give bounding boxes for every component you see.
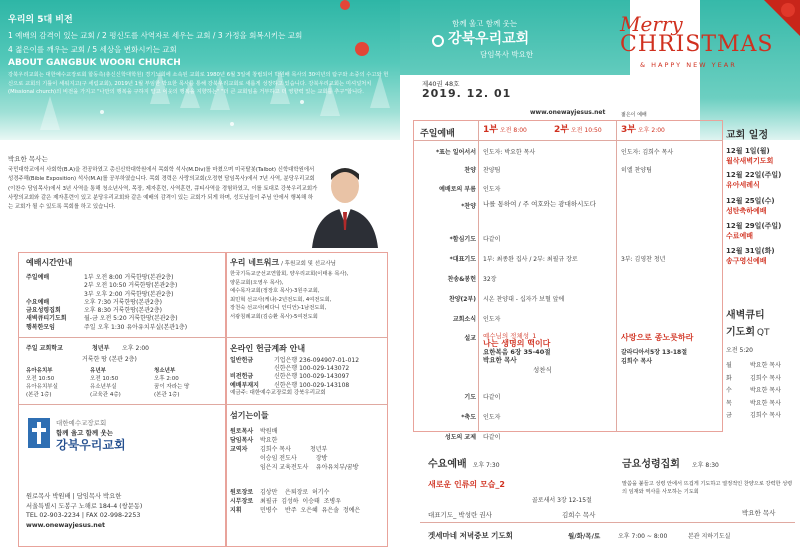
about-text: 강북우리교회는 대한예수교장로회 합동측(총신신학대학원) 경기노회에 소속된 교회로 1980년 6월 3일에 창립되어 박원배 목사의 30여년의 탐구와 소중의 수고와 헌신으로 교회의 기틀이 세워지고(구 세림교회), 2019년 1월 부임한 박요한 목사를 통해 강북우리교회로 새롭게 성장하고 있습니다. 강북우리교회는 미셔널처치(Missional church)의 비전을 가지고 "나만의 행복을 구하지 말고 이웃의 행복을 지향하는" "더 큰 교회임을 거부하고 더 영향력 있는 교회를 추구"합니다. — [8, 72, 389, 95]
friday-header — [622, 455, 719, 470]
qt-leader: 박요한 목사 — [750, 362, 781, 369]
denomination: 대한예수교장로회 — [56, 419, 107, 427]
service-1-header — [483, 122, 527, 135]
youth-sermon-passage: 갈라디아서5장 13-18절 — [621, 348, 688, 356]
qt-day: 금 — [726, 412, 732, 419]
dept-floor: (본관 1층) — [26, 392, 52, 398]
schedule-title: 교회 일정 — [726, 130, 769, 141]
servant-role — [230, 453, 260, 462]
offering-account: 신한은행 100-029-143097 — [274, 373, 350, 381]
table-row — [413, 382, 723, 401]
service-3-label: 3부 — [621, 125, 636, 135]
servant-role: 시무장로 — [230, 498, 254, 505]
dept-item — [26, 366, 84, 398]
schedule-event: 월삭새벽기도회 — [726, 157, 774, 165]
row-value: 인도자 — [483, 316, 501, 323]
row-value: 인도자 — [483, 414, 501, 421]
ornament-ball — [340, 0, 350, 10]
qt-suffix: QT — [756, 328, 770, 338]
logo-slogan: 함께 울고 함께 웃는 — [56, 429, 114, 437]
dept-name: 청소년부 — [154, 368, 176, 374]
network-subtitle: / 후원교회 및 선교사님 — [281, 261, 336, 267]
row-label: *함심기도 — [449, 236, 476, 243]
row-value: 찬양팀 — [483, 167, 501, 174]
wednesday-time: 오후 7:30 — [472, 462, 500, 469]
row-label: *찬양 — [461, 203, 476, 210]
servant-name: 김희수 목사 청년부 — [260, 446, 328, 453]
dept-place: 유아유치부실 — [26, 384, 58, 390]
gethsemane-days: 월/화/목/토 — [568, 532, 601, 540]
divider — [420, 522, 795, 523]
servant-name: 박요한 — [260, 437, 278, 444]
merry-text: Merry — [620, 12, 683, 36]
sunday-school — [26, 343, 221, 363]
offering-holder: 예금주: 대한예수교장로회 강북우리교회 — [230, 389, 326, 396]
divider — [226, 404, 388, 405]
pastor-bio-text: 국민대학교에서 사회학(B.A)을 전공하였고 총신신학대학원에서 목회학 석사(M.Div)를 마쳤으며 미국탈봇(Talbot) 신학대학원에서 성경주해(Bible Exposition) 석사(M.A)를 공부하였습니다. 목회 경력은 사랑의교회(오정현 담임목사)에서 7년 사역, 분당우리교회(이찬수 담임목사)에서 3년 사역을 통해 청소년사역, 목장, 제자훈련, 사역훈련, 큐티사역을 경험하였고, 이를 토대로 강북우리교회가 사랑의교회와 같은 제자훈련이 있고 분당우리교회와 같은 예배의 감격이 있는 교회가 되게 하며, 성도님들이 주님 안에서 행복해 하는 교회가 될 수 있도록 목회를 하고 있습니다. — [8, 167, 318, 211]
qt-day: 목 — [726, 399, 732, 407]
table-row — [413, 322, 723, 382]
row-value: 32장 — [483, 276, 497, 283]
servant-name: 김상만 은퇴장로 허기수 — [260, 489, 330, 496]
qt-leaders — [726, 360, 798, 423]
wednesday-preacher: 김희수 목사 — [562, 511, 596, 519]
wednesday-passage: 골로새서 3장 12-15절 — [532, 497, 592, 504]
qt-leader: 김희수 목사 — [750, 412, 781, 419]
row-label: 교회소식 — [452, 316, 476, 323]
divider — [18, 337, 226, 338]
qt-leader: 박요한 목사 — [750, 399, 781, 407]
network-line: 장천숙 선교사(베다니 인디언)-1남전도회, — [230, 305, 327, 312]
network-line: 최민혁 선교사(케냐)-2년전도회, 4여전도회, — [230, 296, 332, 303]
dept-floor: (교육관 4층) — [90, 392, 121, 398]
schedule-date: 12월 25일(수) — [726, 197, 775, 205]
worship-value: 1부 오전 8:00 거룩한땅(본관2층) — [84, 274, 174, 281]
christmas-text: CHRISTMAS — [620, 32, 774, 57]
pastor-bio-title: 박요한 목사는 — [8, 155, 48, 163]
offering-label: 비전헌금 — [230, 373, 254, 381]
friday-title: 금요성령집회 — [622, 459, 680, 470]
service-2-label: 2부 — [554, 125, 569, 135]
sermon-response: 성찬식 — [533, 366, 552, 374]
sermon-series: 예수님의 정체성_1 — [483, 332, 537, 340]
dept-place: 꿈이 자라는 땅 — [154, 384, 190, 390]
dept-item — [154, 366, 216, 398]
snowflake-icon — [100, 110, 104, 114]
qt-day: 수 — [726, 387, 732, 394]
sermon-block — [483, 332, 623, 374]
dept-time: 오후 2:00 — [154, 376, 179, 382]
row-label: 찬양 — [464, 167, 476, 174]
about-block — [8, 58, 393, 97]
gethsemane-row — [428, 530, 798, 541]
dept-name: 유년부 — [90, 368, 106, 374]
church-phone: TEL 02-903-2234 | FAX 02-998-2253 — [26, 512, 141, 520]
schedule-event: 수료예배 — [726, 232, 754, 240]
friday-time: 오후 8:30 — [691, 462, 719, 469]
schedule-list — [726, 146, 798, 271]
qt-time: 오전 5:20 — [726, 347, 753, 354]
servant-name: 박원배 — [260, 428, 278, 435]
sermon-title: 나는 생명의 떡이다 — [483, 339, 551, 348]
schedule-event: 성탄축하예배 — [726, 207, 767, 215]
row-label: *대표기도 — [449, 256, 476, 263]
servant-name: 임은지 교육전도사 유아유치부/꿈방 — [260, 464, 359, 471]
servant-role: 지휘 — [230, 507, 242, 514]
table-row — [413, 401, 723, 420]
worship-value: 주일 오후 1:30 유아유치부실(본관1층) — [84, 323, 188, 331]
network-block — [230, 257, 385, 322]
tree-decoration — [40, 96, 60, 130]
offering-block — [230, 343, 385, 396]
worship-value: 3부 오후 2:00 거룩한땅(본관2층) — [84, 290, 174, 298]
schedule-date: 12월 1일(월) — [726, 147, 770, 155]
service-rows — [413, 140, 723, 439]
row-value: 인도자: 김희수 목사 — [621, 149, 674, 156]
network-line: 서광침례교회(김승환 목사)-5여전도회 — [230, 313, 318, 320]
logo-church-name: 강북우리교회 — [56, 438, 126, 452]
servant-role: 교역자 — [230, 446, 248, 453]
servant-name: 이승임 전도사 장방 — [260, 455, 328, 462]
service-1-time: 오전 8:00 — [499, 127, 527, 134]
network-line: 예수목자교회(정장호 목사)-3원주교회, — [230, 288, 320, 295]
church-address: 서울특별시 도봉구 노해로 184-4 (쌍문동) — [26, 502, 143, 510]
youth-sermon-preacher: 김희수 목사 — [621, 358, 653, 365]
servants-block — [230, 410, 385, 514]
qt-leader: 김희수 목사 — [750, 374, 781, 382]
table-row — [413, 159, 723, 178]
row-value: 인도자 — [483, 186, 501, 193]
church-cross-logo-icon — [28, 418, 50, 448]
qt-day: 월 — [726, 362, 732, 369]
youth-sermon-block — [621, 333, 721, 367]
table-row — [413, 303, 723, 322]
row-value: 1부: 최종완 집사 / 2부: 최필규 장로 — [483, 256, 578, 263]
table-row — [413, 227, 723, 246]
servant-role: 담임목사 — [230, 437, 254, 444]
table-row — [413, 284, 723, 303]
row-value: 인도자: 박요한 목사 — [483, 149, 536, 156]
wednesday-sermon: 새로운 인류의 모습_2 — [428, 480, 505, 489]
row-value: 히엘 찬양팀 — [621, 167, 652, 174]
snowflake-icon — [300, 100, 304, 104]
table-row — [413, 178, 723, 197]
worship-label: 새벽큐티기도회 — [26, 315, 67, 323]
happy-new-year-text: & HAPPY NEW YEAR — [640, 61, 737, 69]
gethsemane-time: 오후 7:00 ~ 8:00 — [618, 533, 668, 540]
offering-account: 신한은행 100-029-143108 — [274, 381, 350, 389]
worship-label: 주일예배 — [26, 274, 50, 281]
youth-label: 청년부 — [92, 345, 110, 352]
service-3-header — [621, 122, 665, 135]
network-line: 한국기독교군선교연합회, 양우리교회(이태용 목사), — [230, 271, 349, 277]
snowflake-icon — [230, 122, 234, 126]
offering-label — [230, 363, 274, 371]
servant-role: 원로목사 — [230, 428, 254, 435]
row-value: 3부: 김영찬 청년 — [621, 256, 666, 263]
ribbon-icon — [764, 0, 800, 36]
church-website[interactable]: www.onewayjesus.net — [26, 521, 106, 529]
worship-times-title: 예배시간안내 — [26, 258, 73, 267]
qt-block — [726, 306, 798, 423]
worship-label — [26, 289, 84, 297]
row-label: 설교 — [464, 335, 476, 342]
table-row — [413, 265, 723, 284]
service-2-time: 오전 10:50 — [570, 127, 602, 134]
vision-line: 4 젊은이를 깨우는 교회 / 5 세상을 변화시키는 교회 — [8, 45, 177, 54]
church-contact — [26, 492, 221, 530]
issue-date: 2019. 12. 01 — [422, 87, 512, 100]
worship-label: 금요성령집회 — [26, 307, 61, 315]
dept-list — [26, 366, 216, 398]
header-church-name: 강북우리교회 — [448, 31, 530, 47]
worship-value: 오후 8:30 거룩한땅(본관2층) — [84, 307, 162, 315]
about-title: ABOUT GANGBUK WOORI CHURCH — [8, 58, 181, 68]
wednesday-title: 수요예배 — [428, 459, 467, 470]
schedule-item — [726, 170, 798, 196]
row-value: 다같이 — [483, 434, 501, 441]
servants-title: 섬기는이들 — [230, 411, 269, 420]
pastor-photo — [308, 160, 382, 248]
friday-text: 말씀을 붙들고 성령 안에서 뜨겁게 기도하고 열정적인 찬양으로 강력한 성령의 임재와 역사를 사모하는 기도회 — [622, 481, 793, 495]
wednesday-prayer: 대표기도_ 박성란 권사 — [428, 511, 492, 519]
worship-value: 오후 7:30 거룩한땅(본관2층) — [84, 298, 162, 306]
worship-value: 월-금 오전 5:20 거룩한땅(본관2층) — [84, 315, 178, 323]
row-value: 나를 통하여 / 주 여호와는 광대하시도다 — [483, 200, 596, 208]
vision-line: 1 예배의 감격이 있는 교회 / 2 평신도를 사역자로 세우는 교회 / 3 가정을 회복시키는 교회 — [8, 31, 303, 40]
row-label: 예배로의 부름 — [439, 186, 476, 193]
gethsemane-title: 겟세마네 저녁중보 기도회 — [428, 531, 513, 540]
service-2-header — [554, 122, 602, 135]
table-row — [413, 140, 723, 159]
youth-sermon-title: 사랑으로 종노릇하라 — [621, 333, 694, 342]
sunday-school-title: 주일 교회학교 — [26, 345, 63, 352]
dept-time: 오전 10:50 — [90, 376, 119, 382]
offering-title: 온라인 헌금계좌 안내 — [230, 344, 306, 353]
row-label: *축도 — [461, 414, 476, 421]
gethsemane-place: 본관 지하기도실 — [688, 533, 731, 540]
vision-block — [8, 12, 388, 55]
schedule-item — [726, 246, 798, 271]
pastor-bio — [8, 154, 318, 212]
worship-label — [26, 280, 84, 288]
servant-name: 최필규 김성하 이승태 조병우 — [260, 498, 341, 505]
table-row — [413, 420, 723, 439]
schedule-date: 12월 31일(화) — [726, 247, 775, 255]
qt-subtitle: 기도회 — [726, 327, 755, 338]
offering-label: 일반헌금 — [230, 357, 254, 364]
header-slogan: 함께 울고 함께 웃는 — [452, 19, 518, 28]
church-logo-icon — [432, 35, 444, 47]
schedule-item — [726, 146, 798, 170]
sermon-preacher: 박요한 목사 — [483, 356, 517, 364]
sunday-service-title: 주일예배 — [420, 129, 455, 139]
schedule-date: 12월 22일(주일) — [726, 171, 782, 179]
offering-account: 기업은행 236-094907-01-012 — [274, 357, 360, 364]
schedule-item — [726, 221, 798, 246]
row-label: 성도의 교제 — [444, 434, 476, 441]
issue-number: 제40권 48호 — [422, 80, 460, 88]
dept-name: 유아유치부 — [26, 368, 53, 374]
worship-times-list — [26, 272, 221, 330]
church-staff: 원로목사 박원배 | 담임목사 박요한 — [26, 493, 122, 500]
youth-place: 거룩한 땅 (본관 2층) — [82, 356, 137, 363]
worship-value: 2부 오전 10:50 거룩한땅(본관2층) — [84, 282, 178, 290]
network-line: 양문교회(오영우 목사), — [230, 279, 284, 286]
row-label: *표는 일어서서 — [435, 149, 476, 156]
friday-leader: 박요한 목사 — [742, 509, 776, 517]
qt-leader: 박요한 목사 — [750, 387, 781, 394]
row-label: 찬송&봉헌 — [447, 276, 476, 283]
dept-place: 유소년부실 — [90, 384, 117, 390]
qt-title: 새벽큐티 — [726, 310, 765, 321]
dept-item — [90, 366, 148, 398]
servant-name: 민병수 반주 오은혜 유은솔 정예은 — [260, 507, 361, 514]
servant-role: 원로장로 — [230, 489, 254, 496]
row-label: 기도 — [464, 394, 476, 401]
qt-day: 화 — [726, 374, 732, 382]
row-value: 시온 찬양대 - 십자가 보혈 앞에 — [483, 296, 565, 303]
vision-title: 우리의 5대 비전 — [8, 15, 73, 25]
servant-role — [230, 462, 260, 471]
youth-service-small: 젊은이 예배 — [621, 112, 647, 118]
worship-label: 행복한모임 — [26, 323, 55, 331]
offering-account: 신한은행 100-029-143072 — [274, 365, 350, 373]
divider — [226, 337, 388, 338]
row-value: 다같이 — [483, 394, 501, 401]
network-list — [230, 270, 385, 322]
service-3-time: 오후 2:00 — [637, 127, 665, 134]
header-website[interactable]: www.onewayjesus.net — [530, 109, 606, 116]
dept-time: 오전 10:50 — [26, 376, 55, 382]
row-label: 찬양(2부) — [448, 296, 476, 303]
table-row — [413, 197, 723, 227]
worship-label: 수요예배 — [26, 298, 50, 306]
divider — [18, 404, 226, 405]
schedule-event: 유아세례식 — [726, 181, 760, 189]
sermon-passage: 요한복음 6장 35-40절 — [483, 348, 551, 356]
schedule-item — [726, 196, 798, 221]
offering-label: 예배부재지 — [230, 381, 259, 389]
dept-floor: (본관 1층) — [154, 392, 180, 398]
row-value: 다같이 — [483, 236, 501, 243]
youth-time: 오후 2:00 — [122, 345, 149, 352]
header-pastor: 담임목사 박요한 — [480, 50, 534, 59]
service-1-label: 1부 — [483, 125, 498, 135]
wednesday-header — [428, 455, 500, 470]
network-title: 우리 네트워크 — [230, 258, 280, 267]
schedule-date: 12월 29일(주일) — [726, 222, 782, 230]
schedule-event: 송구영신예배 — [726, 257, 767, 265]
table-row — [413, 246, 723, 265]
